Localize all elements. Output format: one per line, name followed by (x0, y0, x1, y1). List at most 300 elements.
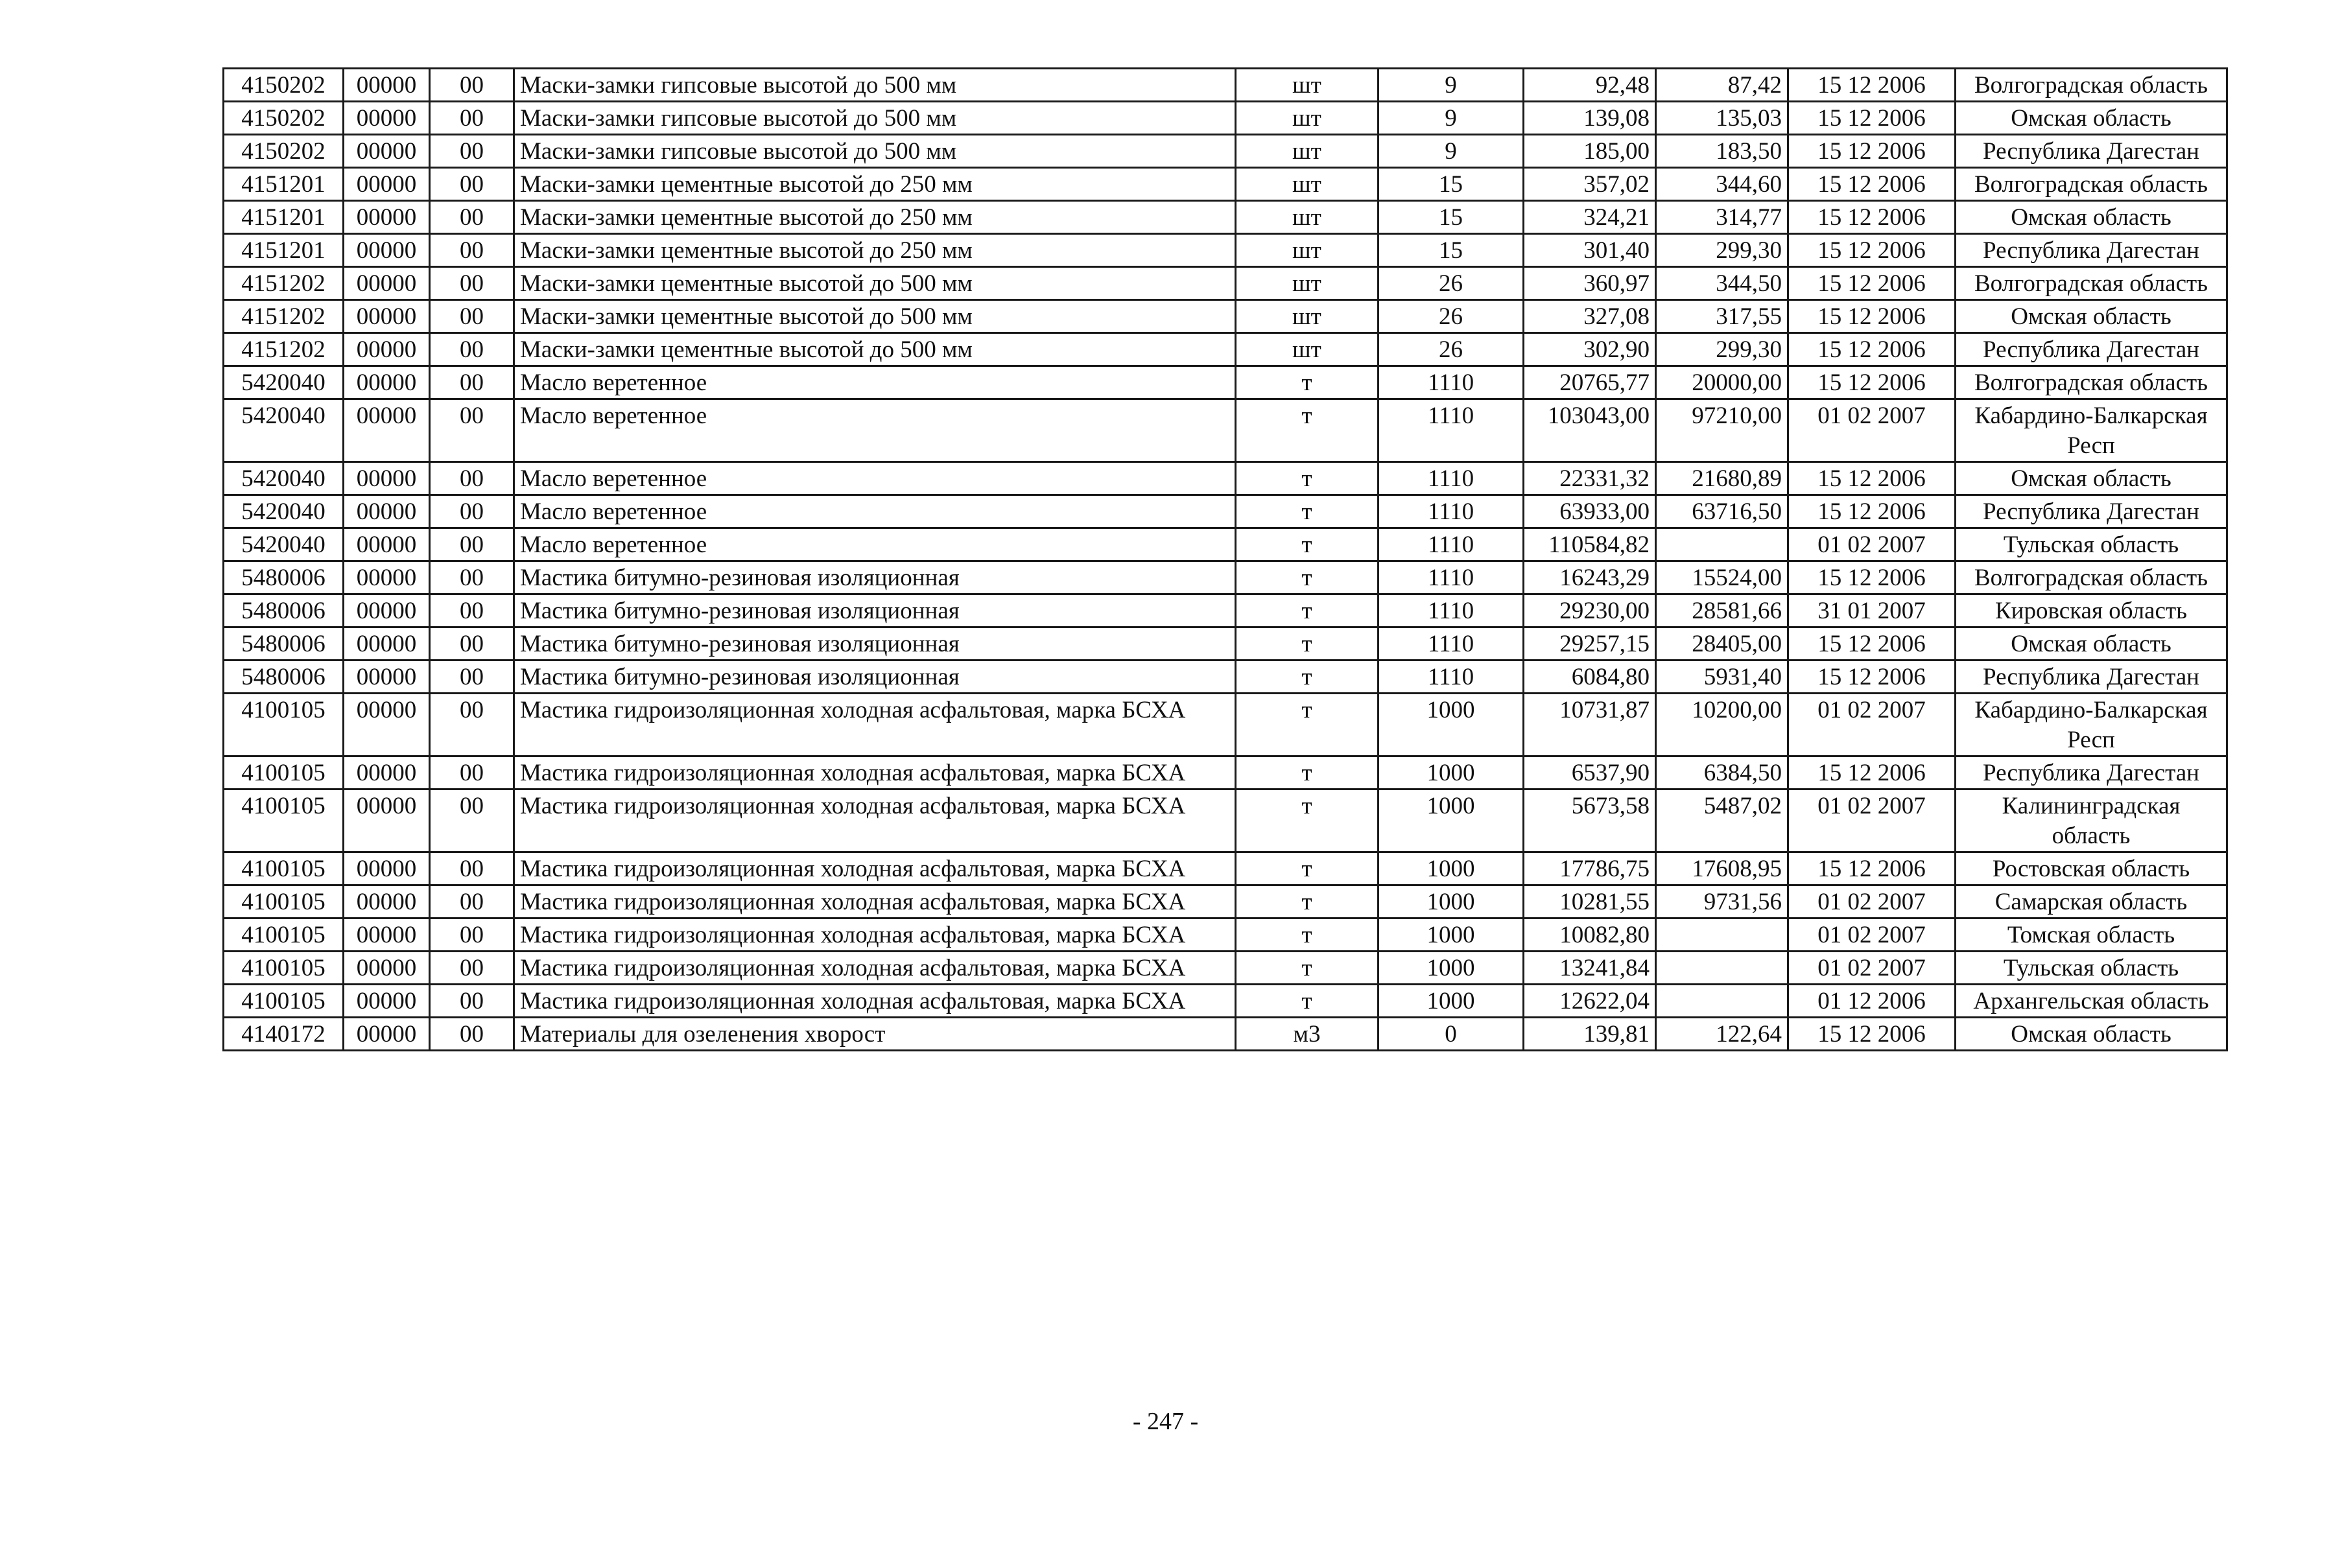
cell-quantity: 1110 (1378, 627, 1524, 661)
cell-code: 4150202 (224, 102, 344, 135)
table-row (224, 135, 2227, 168)
table-row (224, 1018, 2227, 1051)
cell-quantity: 1000 (1378, 756, 1524, 790)
table-row (224, 661, 2227, 694)
cell-subcode: 00000 (344, 627, 430, 661)
cell-unit: т (1236, 852, 1378, 885)
cell-code: 4151202 (224, 300, 344, 333)
cell-price-2: 17608,95 (1656, 852, 1788, 885)
cell-material-name: Масло веретенное (514, 366, 1236, 399)
cell-region: Ростовская область (1956, 852, 2227, 885)
cell-unit: т (1236, 885, 1378, 919)
cell-material-name: Мастика гидроизоляционная холодная асфальтовая, марка БСХА (514, 919, 1236, 952)
table-row (224, 201, 2227, 234)
cell-date: 01 12 2006 (1788, 985, 1956, 1018)
table-row (224, 852, 2227, 885)
cell-index: 00 (430, 69, 514, 102)
cell-price-1: 139,81 (1524, 1018, 1656, 1051)
cell-unit: шт (1236, 69, 1378, 102)
table-row (224, 495, 2227, 528)
cell-price-1: 360,97 (1524, 267, 1656, 300)
cell-quantity: 1000 (1378, 790, 1524, 852)
cell-region: Волгоградская область (1956, 168, 2227, 201)
cell-quantity: 0 (1378, 1018, 1524, 1051)
cell-quantity: 1000 (1378, 852, 1524, 885)
cell-price-2: 10200,00 (1656, 694, 1788, 756)
table-row (224, 627, 2227, 661)
cell-region: Волгоградская область (1956, 69, 2227, 102)
cell-price-2: 20000,00 (1656, 366, 1788, 399)
cell-region: Волгоградская область (1956, 267, 2227, 300)
cell-unit: т (1236, 919, 1378, 952)
cell-index: 00 (430, 267, 514, 300)
table-row (224, 69, 2227, 102)
cell-region: Омская область (1956, 201, 2227, 234)
cell-price-1: 327,08 (1524, 300, 1656, 333)
cell-quantity: 1110 (1378, 366, 1524, 399)
cell-region: Томская область (1956, 919, 2227, 952)
cell-price-2: 5487,02 (1656, 790, 1788, 852)
cell-price-2 (1656, 985, 1788, 1018)
cell-code: 4100105 (224, 985, 344, 1018)
cell-unit: т (1236, 462, 1378, 495)
cell-region: Омская область (1956, 627, 2227, 661)
cell-index: 00 (430, 168, 514, 201)
cell-subcode: 00000 (344, 135, 430, 168)
cell-region: Тульская область (1956, 528, 2227, 561)
cell-material-name: Масло веретенное (514, 462, 1236, 495)
cell-index: 00 (430, 627, 514, 661)
cell-code: 5420040 (224, 366, 344, 399)
cell-region: Республика Дагестан (1956, 135, 2227, 168)
cell-subcode: 00000 (344, 399, 430, 462)
cell-code: 5480006 (224, 661, 344, 694)
cell-code: 4151202 (224, 267, 344, 300)
cell-price-1: 110584,82 (1524, 528, 1656, 561)
table-row (224, 561, 2227, 594)
cell-region: Омская область (1956, 462, 2227, 495)
cell-price-1: 357,02 (1524, 168, 1656, 201)
cell-index: 00 (430, 985, 514, 1018)
cell-price-1: 302,90 (1524, 333, 1656, 366)
cell-index: 00 (430, 300, 514, 333)
cell-code: 4150202 (224, 69, 344, 102)
table-row (224, 952, 2227, 985)
cell-unit: т (1236, 495, 1378, 528)
cell-date: 15 12 2006 (1788, 1018, 1956, 1051)
cell-material-name: Маски-замки гипсовые высотой до 500 мм (514, 69, 1236, 102)
cell-index: 00 (430, 885, 514, 919)
cell-material-name: Маски-замки гипсовые высотой до 500 мм (514, 135, 1236, 168)
cell-material-name: Мастика битумно-резиновая изоляционная (514, 627, 1236, 661)
cell-index: 00 (430, 1018, 514, 1051)
cell-index: 00 (430, 694, 514, 756)
cell-price-1: 63933,00 (1524, 495, 1656, 528)
cell-unit: т (1236, 790, 1378, 852)
cell-subcode: 00000 (344, 168, 430, 201)
cell-region: Республика Дагестан (1956, 234, 2227, 267)
cell-price-2: 314,77 (1656, 201, 1788, 234)
cell-price-1: 324,21 (1524, 201, 1656, 234)
cell-material-name: Масло веретенное (514, 399, 1236, 462)
cell-price-2: 6384,50 (1656, 756, 1788, 790)
cell-index: 00 (430, 852, 514, 885)
cell-price-1: 22331,32 (1524, 462, 1656, 495)
cell-index: 00 (430, 561, 514, 594)
cell-material-name: Маски-замки цементные высотой до 500 мм (514, 333, 1236, 366)
cell-code: 4100105 (224, 952, 344, 985)
cell-price-1: 10731,87 (1524, 694, 1656, 756)
cell-date: 15 12 2006 (1788, 852, 1956, 885)
cell-date: 15 12 2006 (1788, 201, 1956, 234)
cell-price-2: 135,03 (1656, 102, 1788, 135)
cell-price-2: 183,50 (1656, 135, 1788, 168)
cell-subcode: 00000 (344, 267, 430, 300)
table-row (224, 919, 2227, 952)
cell-unit: т (1236, 594, 1378, 627)
cell-code: 4100105 (224, 919, 344, 952)
cell-code: 4151201 (224, 234, 344, 267)
cell-material-name: Мастика гидроизоляционная холодная асфальтовая, марка БСХА (514, 790, 1236, 852)
cell-index: 00 (430, 790, 514, 852)
cell-date: 15 12 2006 (1788, 756, 1956, 790)
cell-quantity: 26 (1378, 333, 1524, 366)
cell-unit: шт (1236, 267, 1378, 300)
cell-price-1: 10082,80 (1524, 919, 1656, 952)
cell-unit: т (1236, 756, 1378, 790)
cell-unit: т (1236, 661, 1378, 694)
cell-date: 15 12 2006 (1788, 234, 1956, 267)
cell-index: 00 (430, 756, 514, 790)
cell-price-2: 317,55 (1656, 300, 1788, 333)
cell-quantity: 1000 (1378, 694, 1524, 756)
table-row (224, 366, 2227, 399)
cell-subcode: 00000 (344, 852, 430, 885)
cell-code: 4150202 (224, 135, 344, 168)
cell-subcode: 00000 (344, 234, 430, 267)
cell-code: 4100105 (224, 790, 344, 852)
cell-unit: шт (1236, 168, 1378, 201)
cell-unit: т (1236, 627, 1378, 661)
cell-region: Калининградская область (1956, 790, 2227, 852)
cell-quantity: 1110 (1378, 528, 1524, 561)
cell-material-name: Мастика гидроизоляционная холодная асфальтовая, марка БСХА (514, 885, 1236, 919)
cell-index: 00 (430, 495, 514, 528)
cell-region: Республика Дагестан (1956, 333, 2227, 366)
cell-date: 01 02 2007 (1788, 790, 1956, 852)
cell-price-2: 28405,00 (1656, 627, 1788, 661)
cell-quantity: 15 (1378, 234, 1524, 267)
cell-unit: шт (1236, 102, 1378, 135)
cell-material-name: Маски-замки цементные высотой до 500 мм (514, 267, 1236, 300)
page-number: - 247 - (1132, 1408, 1199, 1435)
cell-region: Кабардино-Балкарская Респ (1956, 694, 2227, 756)
cell-price-1: 12622,04 (1524, 985, 1656, 1018)
cell-date: 01 02 2007 (1788, 399, 1956, 462)
cell-material-name: Масло веретенное (514, 528, 1236, 561)
cell-unit: т (1236, 528, 1378, 561)
cell-region: Омская область (1956, 102, 2227, 135)
cell-subcode: 00000 (344, 952, 430, 985)
cell-date: 15 12 2006 (1788, 168, 1956, 201)
cell-quantity: 1000 (1378, 985, 1524, 1018)
cell-quantity: 9 (1378, 102, 1524, 135)
cell-price-2: 15524,00 (1656, 561, 1788, 594)
cell-quantity: 9 (1378, 135, 1524, 168)
cell-date: 15 12 2006 (1788, 300, 1956, 333)
cell-quantity: 9 (1378, 69, 1524, 102)
table-row (224, 168, 2227, 201)
cell-code: 5420040 (224, 399, 344, 462)
table-row (224, 594, 2227, 627)
cell-price-1: 13241,84 (1524, 952, 1656, 985)
cell-unit: т (1236, 399, 1378, 462)
table-row (224, 234, 2227, 267)
cell-date: 15 12 2006 (1788, 267, 1956, 300)
cell-subcode: 00000 (344, 69, 430, 102)
cell-index: 00 (430, 462, 514, 495)
cell-quantity: 1110 (1378, 561, 1524, 594)
cell-quantity: 1110 (1378, 661, 1524, 694)
table-row (224, 333, 2227, 366)
table-row (224, 300, 2227, 333)
cell-price-2: 9731,56 (1656, 885, 1788, 919)
cell-subcode: 00000 (344, 528, 430, 561)
cell-price-1: 29230,00 (1524, 594, 1656, 627)
cell-material-name: Мастика битумно-резиновая изоляционная (514, 594, 1236, 627)
table-row (224, 790, 2227, 852)
cell-region: Архангельская область (1956, 985, 2227, 1018)
cell-subcode: 00000 (344, 333, 430, 366)
table-row (224, 756, 2227, 790)
cell-quantity: 26 (1378, 300, 1524, 333)
cell-date: 15 12 2006 (1788, 333, 1956, 366)
cell-region: Волгоградская область (1956, 366, 2227, 399)
cell-material-name: Масло веретенное (514, 495, 1236, 528)
cell-material-name: Маски-замки цементные высотой до 250 мм (514, 168, 1236, 201)
cell-quantity: 1000 (1378, 919, 1524, 952)
price-table-body (224, 69, 2227, 1051)
cell-code: 5420040 (224, 462, 344, 495)
cell-price-1: 301,40 (1524, 234, 1656, 267)
cell-price-2: 28581,66 (1656, 594, 1788, 627)
cell-code: 5480006 (224, 627, 344, 661)
cell-subcode: 00000 (344, 790, 430, 852)
cell-region: Омская область (1956, 1018, 2227, 1051)
cell-material-name: Маски-замки цементные высотой до 500 мм (514, 300, 1236, 333)
cell-material-name: Мастика гидроизоляционная холодная асфальтовая, марка БСХА (514, 985, 1236, 1018)
cell-unit: т (1236, 952, 1378, 985)
cell-date: 15 12 2006 (1788, 661, 1956, 694)
cell-code: 4140172 (224, 1018, 344, 1051)
cell-material-name: Маски-замки цементные высотой до 250 мм (514, 201, 1236, 234)
cell-region: Кабардино-Балкарская Респ (1956, 399, 2227, 462)
cell-price-1: 20765,77 (1524, 366, 1656, 399)
cell-price-2: 299,30 (1656, 234, 1788, 267)
cell-material-name: Маски-замки гипсовые высотой до 500 мм (514, 102, 1236, 135)
table-row (224, 399, 2227, 462)
cell-code: 4100105 (224, 885, 344, 919)
table-row (224, 528, 2227, 561)
cell-index: 00 (430, 102, 514, 135)
cell-region: Кировская область (1956, 594, 2227, 627)
cell-subcode: 00000 (344, 594, 430, 627)
cell-price-2: 299,30 (1656, 333, 1788, 366)
cell-date: 01 02 2007 (1788, 919, 1956, 952)
cell-date: 15 12 2006 (1788, 366, 1956, 399)
cell-region: Республика Дагестан (1956, 756, 2227, 790)
cell-region: Волгоградская область (1956, 561, 2227, 594)
cell-price-1: 6537,90 (1524, 756, 1656, 790)
cell-date: 01 02 2007 (1788, 885, 1956, 919)
cell-material-name: Мастика гидроизоляционная холодная асфальтовая, марка БСХА (514, 952, 1236, 985)
cell-quantity: 1110 (1378, 594, 1524, 627)
cell-subcode: 00000 (344, 366, 430, 399)
cell-code: 4100105 (224, 852, 344, 885)
cell-price-2: 5931,40 (1656, 661, 1788, 694)
cell-subcode: 00000 (344, 985, 430, 1018)
cell-subcode: 00000 (344, 300, 430, 333)
cell-unit: шт (1236, 333, 1378, 366)
cell-material-name: Мастика гидроизоляционная холодная асфальтовая, марка БСХА (514, 694, 1236, 756)
cell-price-2: 344,60 (1656, 168, 1788, 201)
cell-quantity: 1110 (1378, 462, 1524, 495)
cell-subcode: 00000 (344, 756, 430, 790)
cell-index: 00 (430, 528, 514, 561)
cell-code: 5420040 (224, 528, 344, 561)
cell-material-name: Мастика гидроизоляционная холодная асфальтовая, марка БСХА (514, 756, 1236, 790)
cell-unit: шт (1236, 234, 1378, 267)
cell-material-name: Мастика битумно-резиновая изоляционная (514, 561, 1236, 594)
cell-index: 00 (430, 594, 514, 627)
cell-price-1: 185,00 (1524, 135, 1656, 168)
table-row (224, 102, 2227, 135)
table-row (224, 462, 2227, 495)
cell-unit: т (1236, 985, 1378, 1018)
cell-index: 00 (430, 952, 514, 985)
cell-price-1: 5673,58 (1524, 790, 1656, 852)
cell-price-2: 344,50 (1656, 267, 1788, 300)
cell-subcode: 00000 (344, 201, 430, 234)
cell-price-2 (1656, 952, 1788, 985)
cell-material-name: Мастика гидроизоляционная холодная асфальтовая, марка БСХА (514, 852, 1236, 885)
cell-region: Республика Дагестан (1956, 495, 2227, 528)
cell-subcode: 00000 (344, 661, 430, 694)
cell-quantity: 15 (1378, 201, 1524, 234)
cell-code: 5420040 (224, 495, 344, 528)
cell-index: 00 (430, 333, 514, 366)
cell-index: 00 (430, 201, 514, 234)
cell-code: 5480006 (224, 561, 344, 594)
cell-code: 4100105 (224, 694, 344, 756)
cell-unit: т (1236, 366, 1378, 399)
price-table (222, 67, 2228, 1051)
cell-unit: м3 (1236, 1018, 1378, 1051)
cell-price-2 (1656, 528, 1788, 561)
cell-subcode: 00000 (344, 462, 430, 495)
cell-price-1: 139,08 (1524, 102, 1656, 135)
cell-price-1: 103043,00 (1524, 399, 1656, 462)
cell-price-1: 6084,80 (1524, 661, 1656, 694)
cell-price-1: 17786,75 (1524, 852, 1656, 885)
cell-material-name: Маски-замки цементные высотой до 250 мм (514, 234, 1236, 267)
cell-date: 15 12 2006 (1788, 495, 1956, 528)
cell-quantity: 15 (1378, 168, 1524, 201)
cell-index: 00 (430, 366, 514, 399)
cell-code: 4151202 (224, 333, 344, 366)
cell-subcode: 00000 (344, 561, 430, 594)
cell-unit: шт (1236, 300, 1378, 333)
cell-region: Тульская область (1956, 952, 2227, 985)
cell-unit: шт (1236, 201, 1378, 234)
table-row (224, 885, 2227, 919)
cell-material-name: Мастика битумно-резиновая изоляционная (514, 661, 1236, 694)
cell-date: 15 12 2006 (1788, 462, 1956, 495)
cell-date: 01 02 2007 (1788, 952, 1956, 985)
cell-index: 00 (430, 234, 514, 267)
cell-price-1: 29257,15 (1524, 627, 1656, 661)
cell-quantity: 26 (1378, 267, 1524, 300)
cell-region: Омская область (1956, 300, 2227, 333)
cell-price-2: 63716,50 (1656, 495, 1788, 528)
cell-unit: т (1236, 694, 1378, 756)
cell-quantity: 1000 (1378, 885, 1524, 919)
cell-quantity: 1000 (1378, 952, 1524, 985)
cell-subcode: 00000 (344, 102, 430, 135)
cell-subcode: 00000 (344, 1018, 430, 1051)
cell-code: 5480006 (224, 594, 344, 627)
cell-code: 4151201 (224, 168, 344, 201)
table-row (224, 267, 2227, 300)
cell-index: 00 (430, 399, 514, 462)
cell-date: 15 12 2006 (1788, 561, 1956, 594)
cell-price-2: 87,42 (1656, 69, 1788, 102)
cell-price-1: 16243,29 (1524, 561, 1656, 594)
cell-quantity: 1110 (1378, 495, 1524, 528)
cell-code: 4151201 (224, 201, 344, 234)
cell-price-2 (1656, 919, 1788, 952)
cell-subcode: 00000 (344, 495, 430, 528)
cell-date: 15 12 2006 (1788, 102, 1956, 135)
cell-material-name: Материалы для озеленения хворост (514, 1018, 1236, 1051)
cell-date: 15 12 2006 (1788, 135, 1956, 168)
cell-quantity: 1110 (1378, 399, 1524, 462)
cell-subcode: 00000 (344, 694, 430, 756)
cell-date: 01 02 2007 (1788, 694, 1956, 756)
cell-region: Республика Дагестан (1956, 661, 2227, 694)
cell-price-1: 10281,55 (1524, 885, 1656, 919)
cell-price-2: 122,64 (1656, 1018, 1788, 1051)
cell-price-1: 92,48 (1524, 69, 1656, 102)
cell-index: 00 (430, 661, 514, 694)
cell-date: 15 12 2006 (1788, 69, 1956, 102)
cell-subcode: 00000 (344, 919, 430, 952)
cell-unit: т (1236, 561, 1378, 594)
cell-price-2: 97210,00 (1656, 399, 1788, 462)
table-row (224, 694, 2227, 756)
cell-index: 00 (430, 919, 514, 952)
cell-index: 00 (430, 135, 514, 168)
cell-price-2: 21680,89 (1656, 462, 1788, 495)
table-row (224, 985, 2227, 1018)
cell-code: 4100105 (224, 756, 344, 790)
cell-subcode: 00000 (344, 885, 430, 919)
cell-date: 01 02 2007 (1788, 528, 1956, 561)
cell-region: Самарская область (1956, 885, 2227, 919)
cell-unit: шт (1236, 135, 1378, 168)
cell-date: 31 01 2007 (1788, 594, 1956, 627)
cell-date: 15 12 2006 (1788, 627, 1956, 661)
